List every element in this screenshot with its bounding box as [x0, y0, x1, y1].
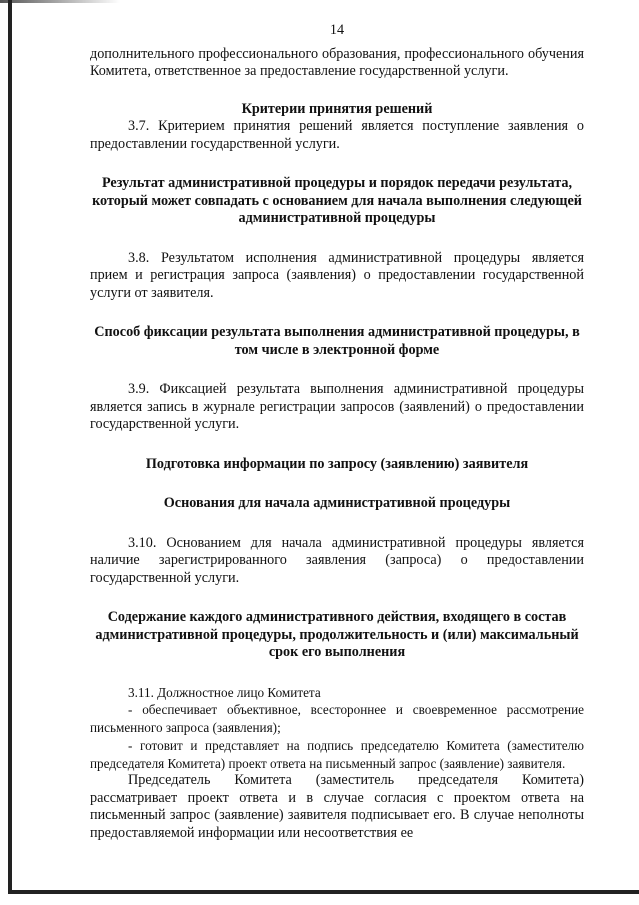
paragraph-continuation: дополнительного профессионального образования, профессионального обучения Комитета, ответственное за предоставление государственной услуги. — [90, 45, 584, 79]
list-item-prepares: - готовит и представляет на подпись председателю Комитета (заместителю председателя Комитета) проект ответа на письменный запрос (заявление) заявителя. — [90, 737, 584, 771]
paragraph-3-7: 3.7. Критерием принятия решений является поступление заявления о предоставлении государственной услуги. — [90, 118, 584, 152]
paragraph-3-8: 3.8. Результатом исполнения административной процедуры является прием и регистрация запроса (заявления) о предоставлении государственной услуги от заявителя. — [90, 249, 584, 301]
scan-artifact-top — [0, 0, 120, 3]
heading-decision-criteria: Критерии принятия решений — [241, 100, 433, 117]
list-item-ensures: - обеспечивает объективное, всестороннее и своевременное рассмотрение письменного запроса (заявления); — [90, 702, 584, 736]
paragraph-3-9: 3.9. Фиксацией результата выполнения административной процедуры является запись в журнале регистрации запросов (заявлений) о предоставлении государственной услуги. — [90, 381, 584, 432]
scan-border-bottom — [8, 890, 639, 894]
scan-border-left — [8, 0, 12, 893]
heading-procedure-grounds: Основания для начала административной процедуры — [163, 495, 511, 511]
heading-information-preparation: Подготовка информации по запросу (заявлению) заявителя — [145, 455, 529, 472]
page-number: 14 — [329, 22, 345, 38]
heading-action-content: Содержание каждого административного действия, входящего в состав административной процедуры, продолжительность и (или) максимальный срок его выполнения — [95, 609, 579, 660]
paragraph-3-11: 3.11. Должностное лицо Комитета — [128, 684, 321, 700]
document-page — [90, 22, 584, 842]
paragraph-chairman: Председатель Комитета (заместитель председателя Комитета) рассматривает проект ответа и в случае согласия с проектом ответа на письменный запрос (заявление) заявителя подписывает его. В случае неполноты предоставляемой информации или несоответствия ее — [90, 772, 584, 841]
heading-result-recording: Способ фиксации результата выполнения административной процедуры, в том числе в электронной форме — [94, 324, 580, 358]
paragraph-3-10: 3.10. Основанием для начала административной процедуры является наличие зарегистрированного заявления (запроса) о предоставлении государственной услуги. — [90, 534, 584, 586]
heading-procedure-result: Результат административной процедуры и порядок передачи результата, который может совпадать с основанием для начала выполнения следующей административной процедуры — [92, 175, 582, 226]
